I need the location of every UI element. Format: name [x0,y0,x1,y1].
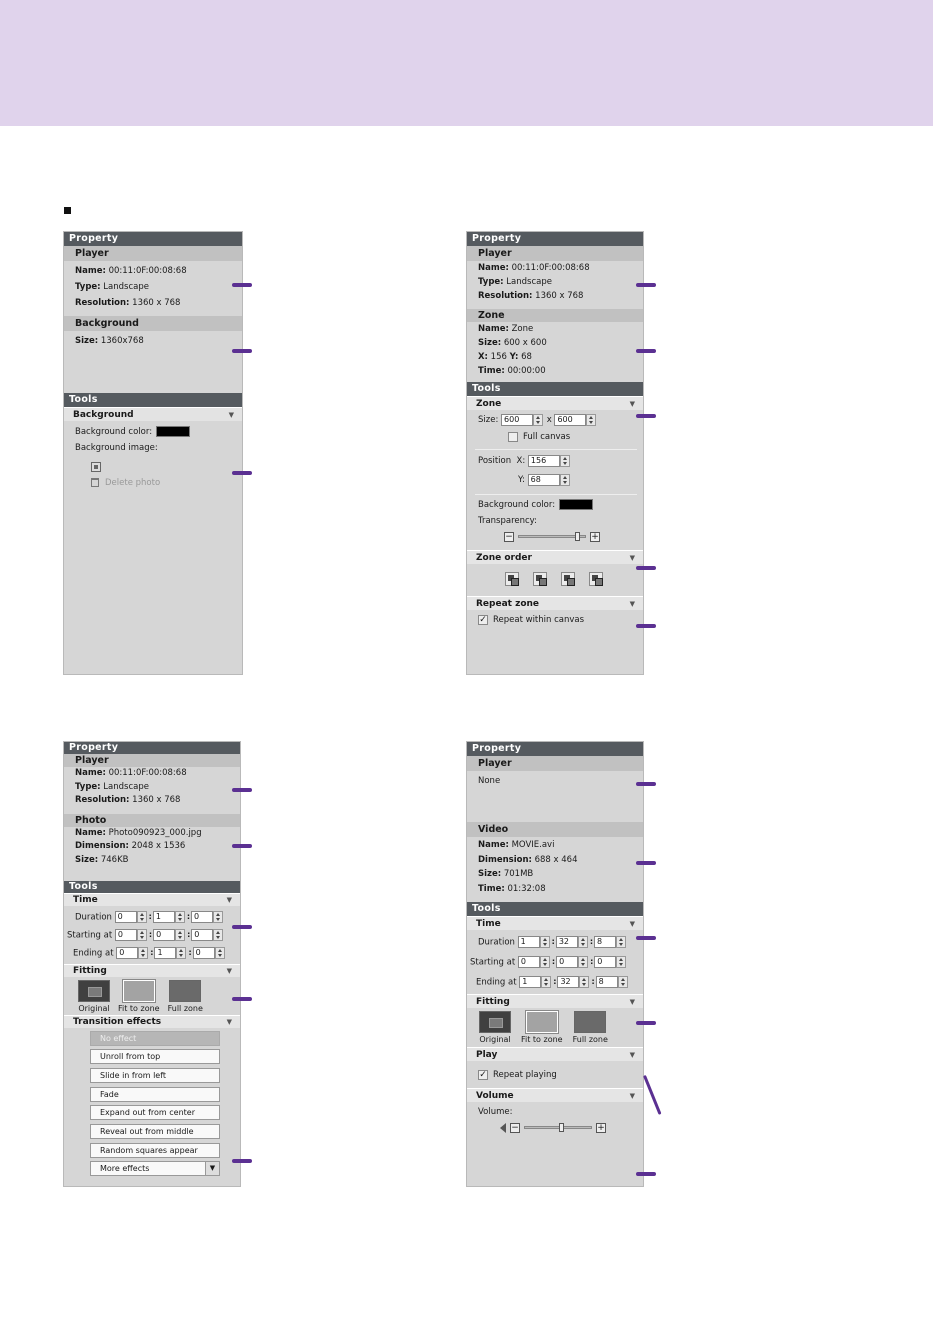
zone-width-input[interactable]: 600 [501,414,533,426]
ending-row: Ending at 1 : 32 : 8 [470,972,643,992]
background-size-row: Size: 1360x768 [75,336,144,346]
video-name-row: Name: MOVIE.avi [478,840,555,850]
duration-minutes-input[interactable]: 32 [556,936,578,948]
ending-row: Ending at 0 : 1 : 0 [67,944,240,962]
player-section-header: Player [467,246,643,261]
end-hours-input[interactable]: 1 [519,976,541,988]
property-header: Property [467,232,643,246]
property-panel-photo [63,741,241,1187]
background-tool-header[interactable]: Background ▼ [64,407,242,421]
transparency-slider [478,529,643,545]
duration-minutes-input[interactable]: 1 [153,911,175,923]
callout-pointer [636,1172,656,1176]
bullet-marker [64,207,71,214]
zone-tool-header[interactable]: Zone ▼ [467,396,643,410]
chevron-down-icon[interactable]: ▼ [226,895,232,904]
zone-size-row: Size: 600 x 600 [478,338,547,348]
video-section-header: Video [467,822,643,837]
player-resolution-row: Resolution: 1360 x 768 [478,291,584,301]
duration-row: Duration 0 : 1 : 0 [67,908,240,926]
tools-header: Tools [64,881,240,893]
player-type-row: Type: Landscape [75,781,149,792]
effect-slide-in-from-left[interactable]: Slide in from left [90,1068,220,1083]
end-hours-input[interactable]: 0 [116,947,138,959]
chevron-down-icon[interactable]: ▼ [629,554,635,562]
chevron-down-icon[interactable]: ▼ [226,966,232,975]
property-panel-background [63,231,243,675]
end-seconds-input[interactable]: 0 [193,947,215,959]
callout-pointer [232,788,252,792]
player-name-row: Name: 00:11:0F:00:08:68 [478,263,590,273]
chevron-down-icon[interactable]: ▼ [629,1051,635,1059]
start-hours-input[interactable]: 0 [518,956,540,968]
chevron-down-icon[interactable]: ▼ [629,1092,635,1100]
chevron-down-icon[interactable]: ▼ [629,600,635,608]
background-image-label: Background image: [75,443,158,453]
spinner[interactable] [175,929,185,941]
time-tool-header[interactable]: Time ▼ [64,893,240,906]
tools-header: Tools [64,393,242,407]
player-type-row: Type: Landscape [75,282,149,292]
player-resolution-row: Resolution: 1360 x 768 [75,298,181,308]
repeat-playing-checkbox[interactable]: ✓ [479,1069,487,1080]
dropdown-arrow-icon[interactable]: ▼ [205,1162,219,1175]
original-icon [78,980,110,1002]
player-section-header: Player [64,246,242,261]
volume-header[interactable]: Volume ▼ [467,1088,643,1102]
spinner[interactable] [213,911,223,923]
duration-seconds-input[interactable]: 0 [191,911,213,923]
tools-header: Tools [467,382,643,396]
callout-pointer-slanted [643,1075,662,1115]
callout-pointer [636,624,656,628]
end-minutes-input[interactable]: 32 [557,976,579,988]
starting-row: Starting at 0 : 0 : 0 [470,952,643,972]
fit-to-zone-icon [123,980,155,1002]
zone-section-header: Zone [467,309,643,322]
effect-unroll-from-top[interactable]: Unroll from top [90,1049,220,1064]
photo-dimension-row: Dimension: 2048 x 1536 [75,841,186,851]
fitting-header[interactable]: Fitting ▼ [64,964,240,977]
spinner[interactable] [616,936,626,948]
send-backward-icon[interactable] [561,572,575,586]
effect-no-effect[interactable]: No effect [90,1031,220,1046]
background-color-picker[interactable] [156,426,190,437]
full-zone-button[interactable]: Full zone [168,980,203,1013]
player-section-header: Player [64,754,240,767]
player-section-header: Player [467,756,643,771]
player-resolution-row: Resolution: 1360 x 768 [75,795,181,805]
callout-pointer [232,925,252,929]
callout-pointer [232,997,252,1001]
send-to-back-icon[interactable] [589,572,603,586]
callout-pointer [636,861,656,865]
spinner[interactable] [137,911,147,923]
spinner[interactable] [137,929,147,941]
video-dimension-row: Dimension: 688 x 464 [478,854,578,865]
position-y-spinner[interactable] [560,474,570,486]
zone-time-row: Time: 00:00:00 [478,366,546,376]
volume-slider [478,1120,643,1136]
background-section-header: Background [64,316,242,331]
trash-icon [91,478,99,487]
volume-track[interactable] [524,1126,592,1129]
time-tool-header[interactable]: Time ▼ [467,916,643,930]
spinner[interactable] [579,976,589,988]
callout-pointer [636,782,656,786]
slider-knob[interactable] [559,1123,564,1132]
player-name-row: Name: 00:11:0F:00:08:68 [75,768,187,778]
zone-xy-row: X: 156 Y: 68 [478,352,532,362]
repeat-zone-header[interactable]: Repeat zone ▼ [467,596,643,610]
callout-pointer [232,349,252,353]
photo-section-header: Photo [64,814,240,827]
minus-icon[interactable]: − [511,1122,519,1133]
callout-pointer [636,936,656,940]
start-minutes-input[interactable]: 0 [556,956,578,968]
chevron-down-icon[interactable]: ▼ [629,920,635,928]
spinner[interactable] [540,956,550,968]
property-header: Property [64,742,240,754]
header-banner [0,0,933,126]
zone-height-input[interactable]: 600 [554,414,586,426]
duration-row: Duration 1 : 32 : 8 [470,932,643,952]
position-x-spinner[interactable] [560,455,570,467]
full-canvas-row[interactable]: Full canvas [478,429,643,445]
effect-random-squares-appear[interactable]: Random squares appear [90,1143,220,1158]
end-seconds-input[interactable]: 8 [596,976,618,988]
position-y-input[interactable]: 68 [528,474,560,486]
transition-effects-header[interactable]: Transition effects ▼ [64,1015,240,1028]
spinner[interactable] [176,947,186,959]
background-color-row: Background color: [75,424,242,440]
property-header: Property [467,742,643,756]
zone-color-picker[interactable] [559,499,593,510]
spinner[interactable] [540,936,550,948]
property-header: Property [64,232,242,246]
callout-pointer [232,471,252,475]
start-seconds-input[interactable]: 0 [594,956,616,968]
end-minutes-input[interactable]: 1 [154,947,176,959]
width-spinner[interactable] [533,414,543,426]
slider-knob[interactable] [575,532,580,541]
image-icon[interactable] [91,462,101,472]
repeat-playing-row[interactable]: ✓ Repeat playing [479,1069,557,1080]
spinner[interactable] [616,956,626,968]
duration-hours-input[interactable]: 1 [518,936,540,948]
callout-pointer [636,1021,656,1025]
effect-expand-out-from-center[interactable]: Expand out from center [90,1105,220,1120]
fit-to-zone-button[interactable]: Fit to zone [521,1011,563,1044]
full-zone-icon [169,980,201,1002]
spinner[interactable] [213,929,223,941]
callout-pointer [636,566,656,570]
property-panel-zone [466,231,644,675]
speaker-icon [500,1123,506,1133]
player-type-row: Type: Landscape [478,277,552,287]
fit-original-button[interactable]: Original [78,980,110,1013]
spinner[interactable] [215,947,225,959]
position-x-row: Position X: 156 [478,452,643,471]
volume-label: Volume: [478,1107,513,1117]
callout-pointer [636,283,656,287]
start-minutes-input[interactable]: 0 [153,929,175,941]
spinner[interactable] [578,956,588,968]
video-time-row: Time: 01:32:08 [478,883,546,894]
spinner[interactable] [618,976,628,988]
callout-pointer [636,349,656,353]
zone-name-row: Name: Zone [478,324,534,334]
plus-icon[interactable]: + [591,531,599,542]
zone-bgcolor-row: Background color: [478,497,643,513]
fit-original-button[interactable]: Original [479,1011,511,1044]
spinner[interactable] [175,911,185,923]
plus-icon[interactable]: + [597,1122,605,1133]
photo-name-row: Name: Photo090923_000.jpg [75,827,202,838]
start-hours-input[interactable]: 0 [115,929,137,941]
chevron-down-icon[interactable]: ▼ [228,411,234,419]
video-size-row: Size: 701MB [478,869,534,879]
callout-pointer [232,283,252,287]
chevron-down-icon[interactable]: ▼ [629,400,635,408]
duration-seconds-input[interactable]: 8 [594,936,616,948]
full-canvas-checkbox[interactable] [508,432,518,442]
starting-row: Starting at 0 : 0 : 0 [67,926,240,944]
delete-photo-button[interactable]: Delete photo [75,475,242,491]
chevron-down-icon[interactable]: ▼ [629,998,635,1006]
full-zone-button[interactable]: Full zone [573,1011,608,1044]
position-x-input[interactable]: 156 [528,455,560,467]
minus-icon[interactable]: − [505,531,513,542]
full-zone-icon [574,1011,606,1033]
zone-order-header[interactable]: Zone order ▼ [467,550,643,564]
position-y-row: Y: 68 [478,471,643,490]
effect-fade[interactable]: Fade [90,1087,220,1102]
effect-reveal-out-from-middle[interactable]: Reveal out from middle [90,1124,220,1139]
player-none-text: None [478,776,501,786]
height-spinner[interactable] [586,414,596,426]
callout-pointer [636,414,656,418]
duration-hours-input[interactable]: 0 [115,911,137,923]
photo-size-row: Size: 746KB [75,854,129,865]
transparency-label: Transparency: [478,516,537,526]
repeat-within-canvas-row[interactable]: ✓ Repeat within canvas [479,614,585,625]
fitting-header[interactable]: Fitting ▼ [467,994,643,1008]
start-seconds-input[interactable]: 0 [191,929,213,941]
tools-header: Tools [467,902,643,916]
bring-to-front-icon[interactable] [505,572,519,586]
play-header[interactable]: Play ▼ [467,1047,643,1061]
fit-to-zone-button[interactable]: Fit to zone [118,980,160,1013]
bring-forward-icon[interactable] [533,572,547,586]
callout-pointer [232,844,252,848]
spinner[interactable] [578,936,588,948]
callout-pointer [232,1159,252,1163]
repeat-checkbox[interactable]: ✓ [479,614,487,625]
chevron-down-icon[interactable]: ▼ [226,1017,232,1026]
spinner[interactable] [138,947,148,959]
transparency-track[interactable] [518,535,586,538]
fit-to-zone-icon [526,1011,558,1033]
player-name-row: Name: 00:11:0F:00:08:68 [75,266,187,276]
more-effects-dropdown[interactable]: More effects ▼ [90,1161,220,1176]
property-panel-video [466,741,644,1187]
original-icon [479,1011,511,1033]
spinner[interactable] [541,976,551,988]
zone-size-tool-row: Size: 600 x 600 [478,412,643,429]
